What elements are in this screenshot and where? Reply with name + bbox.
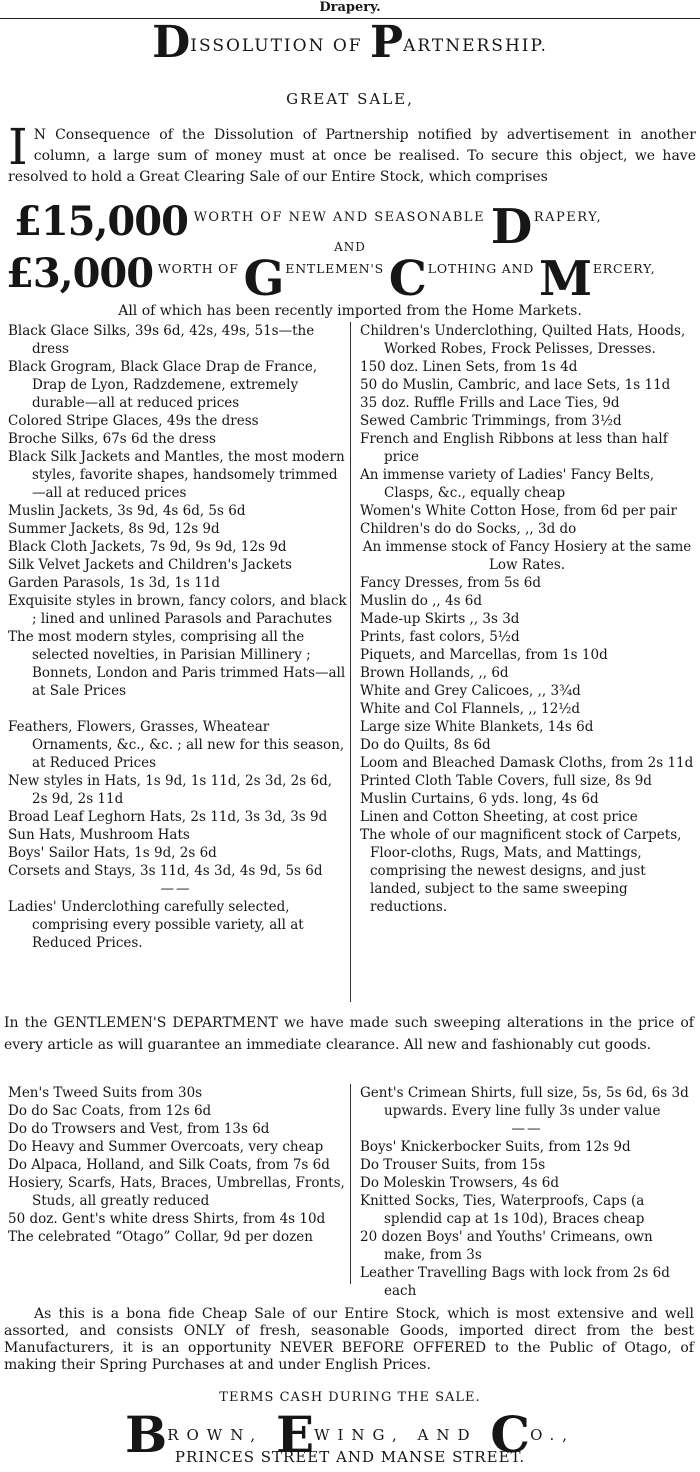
- list-item: Muslin do ,, 4s 6d: [360, 593, 483, 609]
- worth-line-clothing: [0, 250, 700, 307]
- list-item: New styles in Hats, 1s 9d, 1s 11d, 2s 3d, 2s 6d, 2s 9d, 2s 11d: [8, 773, 332, 807]
- firm-word-2: WING, AND: [314, 1426, 491, 1444]
- headline-word-1: ISSOLUTION OF: [190, 36, 370, 56]
- list-item: Broche Silks, 67s 6d the dress: [8, 431, 216, 447]
- list-item: Silk Velvet Jackets and Children's Jackets: [8, 557, 292, 573]
- list-item: 50 doz. Gent's white dress Shirts, from 4s 10d: [8, 1211, 326, 1227]
- gentlemens-paragraph: In the GENTLEMEN'S DEPARTMENT we have made such sweeping alterations in the price of every article as will guarantee an immediate clearance. All new and fashionably cut goods.: [4, 1015, 694, 1053]
- headline: [0, 17, 700, 68]
- right-column: [356, 322, 698, 916]
- left-item-list-2: [4, 718, 348, 880]
- word-entlemens: ENTLEMEN'S: [285, 261, 389, 276]
- list-item: White and Grey Calicoes, ,, 3¾d: [360, 683, 581, 699]
- list-item: An immense variety of Ladies' Fancy Belts, Clasps, &c., equally cheap: [360, 467, 655, 501]
- list-item: Leather Travelling Bags with lock from 2s 6d each: [360, 1265, 670, 1299]
- list-item: Black Grogram, Black Glace Drap de France, Drap de Lyon, Radzdemene, extremely durable—all at reduced prices: [8, 359, 318, 411]
- and-word: AND: [334, 240, 366, 254]
- list-item: Do Trouser Suits, from 15s: [360, 1157, 546, 1173]
- list-item: Boys' Knickerbocker Suits, from 12s 9d: [360, 1139, 631, 1155]
- firm-word-3: O.,: [530, 1426, 576, 1444]
- list-item: Large size White Blankets, 14s 6d: [360, 719, 594, 735]
- list-item: Feathers, Flowers, Grasses, Wheatear Ornaments, &c., &c. ; all new for this season, at Reduced Prices: [8, 719, 345, 771]
- cap-c: C: [388, 251, 428, 307]
- list-item: Sun Hats, Mushroom Hats: [8, 827, 190, 843]
- closing-paragraph: As this is a bona fide Cheap Sale of our Entire Stock, which is most extensive and well assorted, and consists ONLY of fresh, seasonable Goods, imported direct from the best Manufacturers, it is an opportunity NEVER BEFORE OFFERED to the Public of Otago, of making their Spring Purchases at and under English Prices.: [4, 1306, 694, 1373]
- list-item: Do do Quilts, 8s 6d: [360, 737, 491, 753]
- list-item: Men's Tweed Suits from 30s: [8, 1085, 203, 1101]
- left-divider-dash: ——: [160, 881, 192, 897]
- list-item: Do Moleskin Trowsers, 4s 6d: [360, 1175, 559, 1191]
- list-item: Children's Underclothing, Quilted Hats, Hoods, Worked Robes, Frock Pelisses, Dresses.: [360, 323, 686, 357]
- list-item: Colored Stripe Glaces, 49s the dress: [8, 413, 259, 429]
- gent-left-column: [4, 1084, 348, 1246]
- intro-dropcap: I: [8, 118, 28, 176]
- drapery-cap: D: [490, 199, 534, 255]
- subheadline: GREAT SALE,: [286, 90, 414, 108]
- right-item-list: [356, 322, 698, 538]
- list-item: Fancy Dresses, from 5s 6d: [360, 575, 542, 591]
- list-item: Garden Parasols, 1s 3d, 1s 11d: [8, 575, 221, 591]
- gent-column-divider: [350, 1084, 351, 1284]
- list-item: Linen and Cotton Sheeting, at cost price: [360, 809, 638, 825]
- list-item: Made-up Skirts ,, 3s 3d: [360, 611, 520, 627]
- list-item: Knitted Socks, Ties, Waterproofs, Caps (a splendid cap at 1s 10d), Braces cheap: [360, 1193, 645, 1227]
- list-item: French and English Ribbons at less than half price: [360, 431, 668, 465]
- all-which-line: All of which has been recently imported from the Home Markets.: [118, 303, 582, 319]
- list-item: Boys' Sailor Hats, 1s 9d, 2s 6d: [8, 845, 217, 861]
- list-item: Do Alpaca, Holland, and Silk Coats, from 7s 6d: [8, 1157, 330, 1173]
- headline-word-2: ARTNERSHIP.: [403, 36, 548, 56]
- right-item-list-2: [356, 574, 698, 826]
- list-item: Sewed Cambric Trimmings, from 3½d: [360, 413, 622, 429]
- worth-clothing-text: WORTH OF: [153, 261, 244, 276]
- list-item: The celebrated “Otago” Collar, 9d per dozen: [8, 1229, 313, 1245]
- list-item: 35 doz. Ruffle Frills and Lace Ties, 9d: [360, 395, 620, 411]
- list-item: Black Glace Silks, 39s 6d, 42s, 49s, 51s—the dress: [8, 323, 315, 357]
- list-item: Prints, fast colors, 5½d: [360, 629, 520, 645]
- gent-left-list: [4, 1084, 348, 1246]
- headline-cap-d: D: [152, 17, 191, 68]
- list-item: 150 doz. Linen Sets, from 1s 4d: [360, 359, 578, 375]
- left-column: [4, 322, 348, 952]
- list-item: Do Heavy and Summer Overcoats, very cheap: [8, 1139, 324, 1155]
- list-item: Summer Jackets, 8s 9d, 12s 9d: [8, 521, 220, 537]
- list-item: Black Silk Jackets and Mantles, the most modern styles, favorite shapes, handsomely trimmed—all at reduced prices: [8, 449, 345, 501]
- right-last-item: The whole of our magnificent stock of Carpets, Floor-cloths, Rugs, Mats, and Mattings, comprising the newest designs, and just landed, subject to the same sweeping reductions.: [360, 827, 682, 915]
- firm-cap-b: B: [124, 1405, 168, 1464]
- list-item: Do do Sac Coats, from 12s 6d: [8, 1103, 212, 1119]
- drapery-rest: RAPERY,: [533, 210, 603, 225]
- cap-m: M: [538, 251, 593, 307]
- street-address: PRINCES STREET AND MANSE STREET.: [174, 1448, 526, 1466]
- cap-g: G: [243, 251, 286, 307]
- list-item: Gent's Crimean Shirts, full size, 5s, 5s 6d, 6s 3d upwards. Every line fully 3s under value: [360, 1085, 689, 1119]
- word-lothing: LOTHING AND: [427, 261, 539, 276]
- top-rule: [0, 18, 700, 19]
- intro-text: N Consequence of the Dissolution of Partnership notified by advertisement in another column, a large sum of money must at once be realised. To secure this object, we have resolved to hold a Great Clearing Sale of our Entire Stock, which comprises: [8, 127, 696, 185]
- gent-divider-dash: ——: [511, 1121, 543, 1137]
- list-item: Hosiery, Scarfs, Hats, Braces, Umbrellas, Fronts, Studs, all greatly reduced: [8, 1175, 345, 1209]
- left-last-item: Ladies' Underclothing carefully selected, comprising every possible variety, all at Reduced Prices.: [8, 899, 304, 951]
- headline-cap-p: P: [370, 17, 404, 68]
- list-item: 20 dozen Boys' and Youths' Crimeans, own make, from 3s: [360, 1229, 653, 1263]
- firm-cap-e: E: [275, 1405, 315, 1464]
- list-item: Broad Leaf Leghorn Hats, 2s 11d, 3s 3d, 3s 9d: [8, 809, 328, 825]
- word-ercery: ERCERY,: [592, 261, 656, 276]
- list-item: Piquets, and Marcellas, from 1s 10d: [360, 647, 608, 663]
- list-item: The most modern styles, comprising all the selected novelties, in Parisian Millinery ; Bonnets, London and Paris trimmed Hats—all at Sale Prices: [8, 629, 346, 699]
- list-item: Loom and Bleached Damask Cloths, from 2s 11d: [360, 755, 694, 771]
- list-item: Brown Hollands, ,, 6d: [360, 665, 509, 681]
- list-item: Muslin Curtains, 6 yds. long, 4s 6d: [360, 791, 599, 807]
- amount-3000: £3,000: [6, 250, 154, 297]
- list-item: 50 do Muslin, Cambric, and lace Sets, 1s 11d: [360, 377, 671, 393]
- amount-15000: £15,000: [14, 198, 188, 245]
- list-item: Exquisite styles in brown, fancy colors, and black ; lined and unlined Parasols and Parachutes: [8, 593, 347, 627]
- worth-drapery-text: WORTH OF NEW AND SEASONABLE: [193, 210, 491, 225]
- intro-paragraph: [8, 118, 696, 188]
- firm-cap-c: C: [490, 1405, 531, 1464]
- list-item: Children's do do Socks, ,, 3d do: [360, 521, 577, 537]
- right-center-note: An immense stock of Fancy Hosiery at the same Low Rates.: [362, 539, 692, 573]
- column-divider: [350, 322, 351, 1002]
- terms-line: TERMS CASH DURING THE SALE.: [219, 1390, 481, 1405]
- gent-right-column: [356, 1084, 698, 1300]
- list-item: Printed Cloth Table Covers, full size, 8s 9d: [360, 773, 652, 789]
- left-item-list: [4, 322, 348, 700]
- gent-right-list: [356, 1084, 698, 1120]
- list-item: Corsets and Stays, 3s 11d, 4s 3d, 4s 9d, 5s 6d: [8, 863, 323, 879]
- list-item: Muslin Jackets, 3s 9d, 4s 6d, 5s 6d: [8, 503, 246, 519]
- list-item: Women's White Cotton Hose, from 6d per pair: [360, 503, 677, 519]
- list-item: Black Cloth Jackets, 7s 9d, 9s 9d, 12s 9d: [8, 539, 287, 555]
- firm-word-1: ROWN,: [167, 1426, 276, 1444]
- list-item: White and Col Flannels, ,, 12½d: [360, 701, 581, 717]
- gent-right-list-2: [356, 1138, 698, 1300]
- section-heading: Drapery.: [319, 0, 381, 15]
- list-item: Do do Trowsers and Vest, from 13s 6d: [8, 1121, 270, 1137]
